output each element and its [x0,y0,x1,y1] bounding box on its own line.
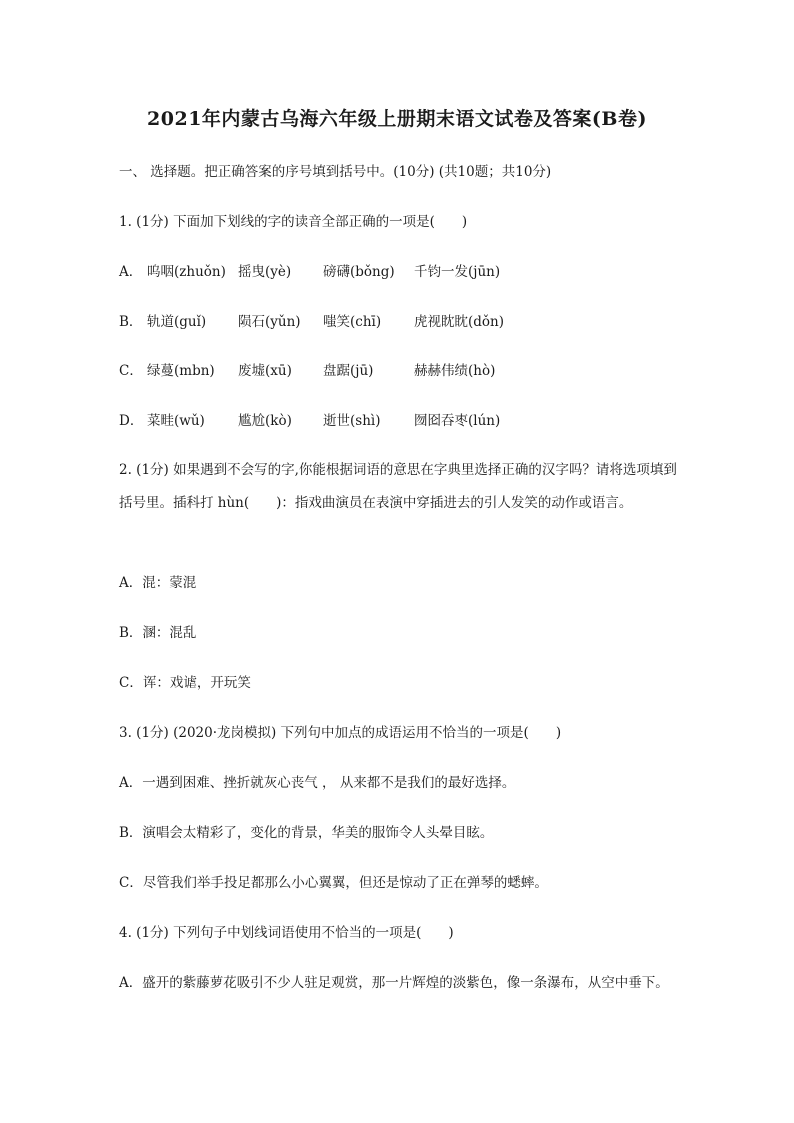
option-label: A． [119,264,143,280]
question-2-stem: 2. (1分) 如果遇到不会写的字,你能根据词语的意思在字典里选择正确的汉字吗？请将选项填到括号里。插科打 hùn( )：指戏曲演员在表演中穿插进去的引人发笑的动作或语言。 [119,462,677,511]
option-item: 虎视眈眈(dǒn) [414,314,504,330]
question-3-option-c: C．尽管我们举手投足都那么小心翼翼，但还是惊动了正在弹琴的蟋蟀。 [119,875,548,891]
page-title: 2021年内蒙古乌海六年级上册期末语文试卷及答案(B卷) [147,108,647,130]
option-item: 摇曳(yè) [238,264,292,280]
option-item: 逝世(shì) [323,413,381,429]
option-item: 呜咽(zhuǒn) [147,264,226,280]
option-item: 赫赫伟绩(hò) [414,363,496,379]
option-item: 盘踞(jū) [323,363,374,379]
option-item: 陨石(yǔn) [238,314,301,330]
option-item: 绿蔓(mbn) [147,363,215,379]
option-label: C． [119,363,143,379]
section-heading: 一、 选择题。把正确答案的序号填到括号中。(10分) (共10题；共10分) [119,164,552,180]
question-2-option-c: C．诨：戏谑，开玩笑 [119,675,251,691]
question-1-stem: 1. (1分) 下面加下划线的字的读音全部正确的一项是( ) [119,214,468,230]
option-label: D． [119,413,144,429]
option-item: 嗤笑(chī) [323,314,382,330]
option-item: 囫囵吞枣(lún) [414,413,501,429]
option-label: B． [119,314,143,330]
option-item: 磅礴(bǒng) [323,264,395,280]
option-item: 尴尬(kò) [238,413,292,429]
question-3-stem: 3. (1分) (2020·龙岗模拟) 下列句中加点的成语运用不恰当的一项是( ) [119,725,562,741]
option-item: 菜畦(wǔ) [147,413,205,429]
question-2-option-b: B．溷：混乱 [119,625,197,641]
question-4-stem: 4. (1分) 下列句子中划线词语使用不恰当的一项是( ) [119,925,454,941]
option-item: 废墟(xū) [238,363,292,379]
option-item: 千钧一发(jūn) [414,264,501,280]
question-2-option-a: A．混：蒙混 [119,575,197,591]
option-item: 轨道(guǐ) [147,314,207,330]
question-3-option-a: A．一遇到困难、挫折就灰心丧气 ， 从来都不是我们的最好选择。 [119,775,516,791]
question-3-option-b: B．演唱会太精彩了，变化的背景，华美的服饰令人头晕目眩。 [119,825,494,841]
question-4-option-a: A．盛开的紫藤萝花吸引不少人驻足观赏，那一片辉煌的淡紫色，像一条瀑布，从空中垂下。 [119,975,669,991]
